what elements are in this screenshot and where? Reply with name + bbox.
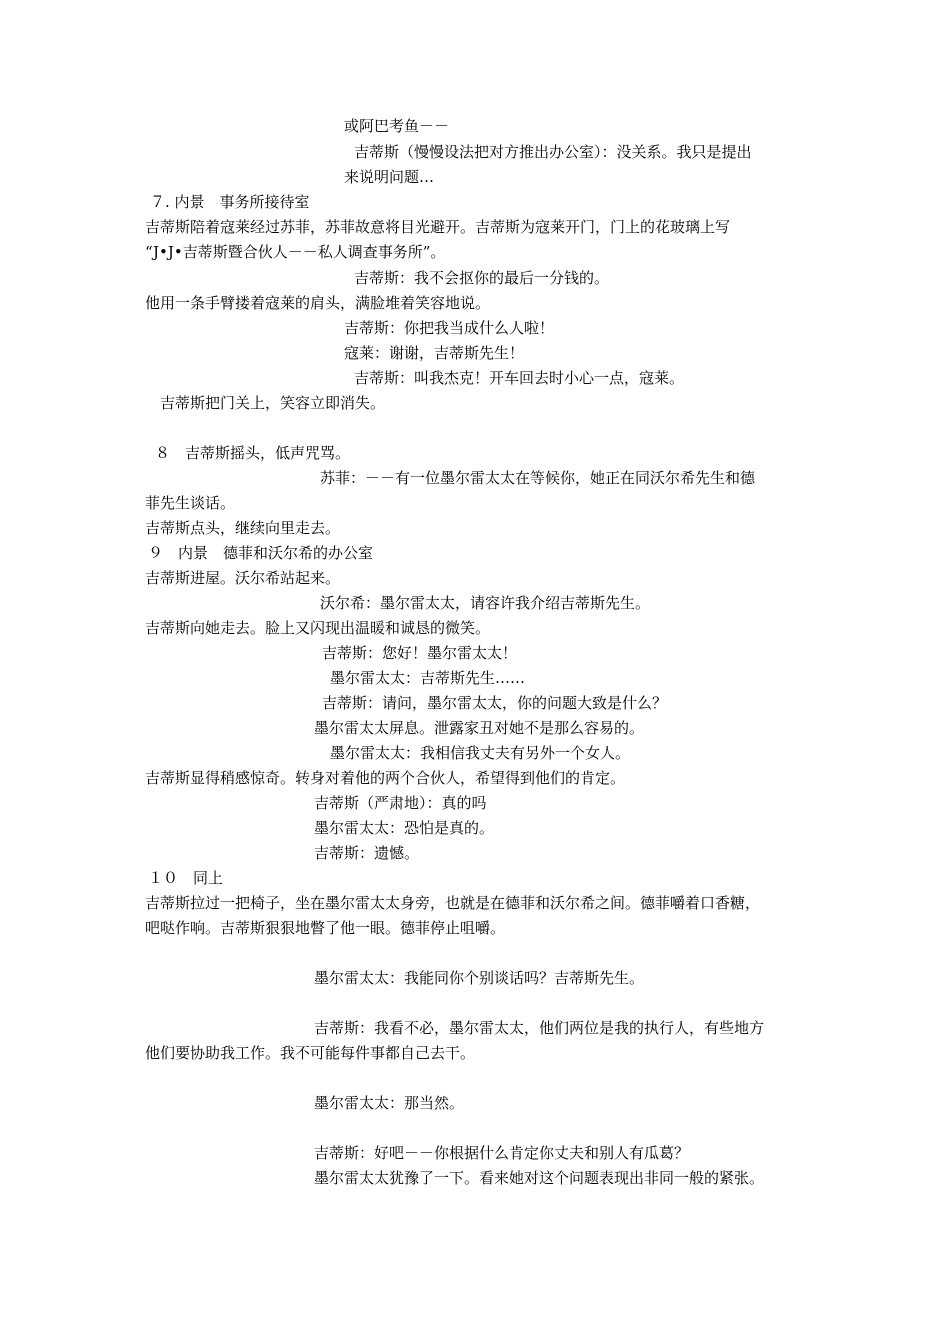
text-line: 他们要协助我工作。我不可能每件事都自己去干。 bbox=[145, 1044, 476, 1062]
text-line: 吉蒂斯拉过一把椅子，坐在墨尔雷太太身旁，也就是在德菲和沃尔希之间。德菲嚼着口香糖， bbox=[145, 894, 761, 912]
dialogue-line: 吉蒂斯：您好！墨尔雷太太！ bbox=[322, 644, 518, 662]
text-line: 他用一条手臂搂着寇莱的肩头，满脸堆着笑容地说。 bbox=[145, 294, 491, 312]
text-line: 吉蒂斯（慢慢设法把对方推出办公室）：没关系。我只是提出 bbox=[354, 143, 752, 161]
dialogue-line: 墨尔雷太太：我相信我丈夫有另外一个女人。 bbox=[330, 744, 631, 762]
dialogue-line: 吉蒂斯：你把我当成什么人啦！ bbox=[344, 319, 555, 337]
dialogue-line: 墨尔雷太太：那当然。 bbox=[314, 1094, 465, 1112]
text-line: 来说明问题… bbox=[344, 168, 435, 186]
dialogue-line: 沃尔希：墨尔雷太太，请容许我介绍吉蒂斯先生。 bbox=[320, 594, 651, 612]
dialogue-line: 墨尔雷太太：我能同你个别谈话吗？吉蒂斯先生。 bbox=[314, 969, 645, 987]
text-line: “J•J•吉蒂斯暨合伙人－－私人调查事务所”。 bbox=[145, 243, 446, 261]
dialogue-line: 吉蒂斯：好吧－－你根据什么肯定你丈夫和别人有瓜葛？ bbox=[314, 1144, 690, 1162]
text-line: 吉蒂斯向她走去。脸上又闪现出温暖和诚恳的微笑。 bbox=[145, 619, 491, 637]
text-line: 吉蒂斯把门关上，笑容立即消失。 bbox=[160, 394, 386, 412]
text-line: 吉蒂斯陪着寇莱经过苏菲，苏菲故意将目光避开。吉蒂斯为寇莱开门，门上的花玻璃上写 bbox=[145, 218, 731, 236]
text-line: 菲先生谈话。 bbox=[145, 494, 236, 512]
dialogue-line: 吉蒂斯：我不会抠你的最后一分钱的。 bbox=[354, 269, 610, 287]
dialogue-line: 寇莱：谢谢，吉蒂斯先生！ bbox=[344, 344, 525, 362]
dialogue-line: 墨尔雷太太：恐怕是真的。 bbox=[314, 819, 495, 837]
text-line: 墨尔雷太太犹豫了一下。看来她对这个问题表现出非同一般的紧张。 bbox=[314, 1169, 765, 1187]
text-line: 吉蒂斯点头，继续向里走去。 bbox=[145, 519, 341, 537]
scene-heading: ７. 内景 事务所接待室 bbox=[150, 193, 310, 211]
dialogue-line: 吉蒂斯：我看不必，墨尔雷太太，他们两位是我的执行人，有些地方 bbox=[314, 1019, 765, 1037]
dialogue-line: 吉蒂斯（严肃地）：真的吗 bbox=[314, 794, 487, 812]
scene-heading: １０ 同上 bbox=[148, 869, 224, 887]
dialogue-line: 吉蒂斯：遗憾。 bbox=[314, 844, 420, 862]
text-line: 吧哒作响。吉蒂斯狠狠地瞥了他一眼。德菲停止咀嚼。 bbox=[145, 919, 506, 937]
dialogue-line: 吉蒂斯：叫我杰克！开车回去时小心一点，寇莱。 bbox=[354, 369, 685, 387]
text-line: 或阿巴考鱼－－ bbox=[344, 117, 450, 135]
text-line: 墨尔雷太太屏息。泄露家丑对她不是那么容易的。 bbox=[314, 719, 645, 737]
dialogue-line: 苏菲：－－有一位墨尔雷太太在等候你，她正在同沃尔希先生和德 bbox=[320, 469, 756, 487]
text-line: 吉蒂斯进屋。沃尔希站起来。 bbox=[145, 569, 341, 587]
dialogue-line: 墨尔雷太太：吉蒂斯先生…… bbox=[330, 669, 526, 687]
scene-heading: ８ 吉蒂斯摇头，低声咒骂。 bbox=[155, 444, 351, 462]
text-line: 吉蒂斯显得稍感惊奇。转身对着他的两个合伙人，希望得到他们的肯定。 bbox=[145, 769, 626, 787]
dialogue-line: 吉蒂斯：请问，墨尔雷太太，你的问题大致是什么？ bbox=[322, 694, 668, 712]
scene-heading: ９ 内景 德菲和沃尔希的办公室 bbox=[148, 544, 374, 562]
